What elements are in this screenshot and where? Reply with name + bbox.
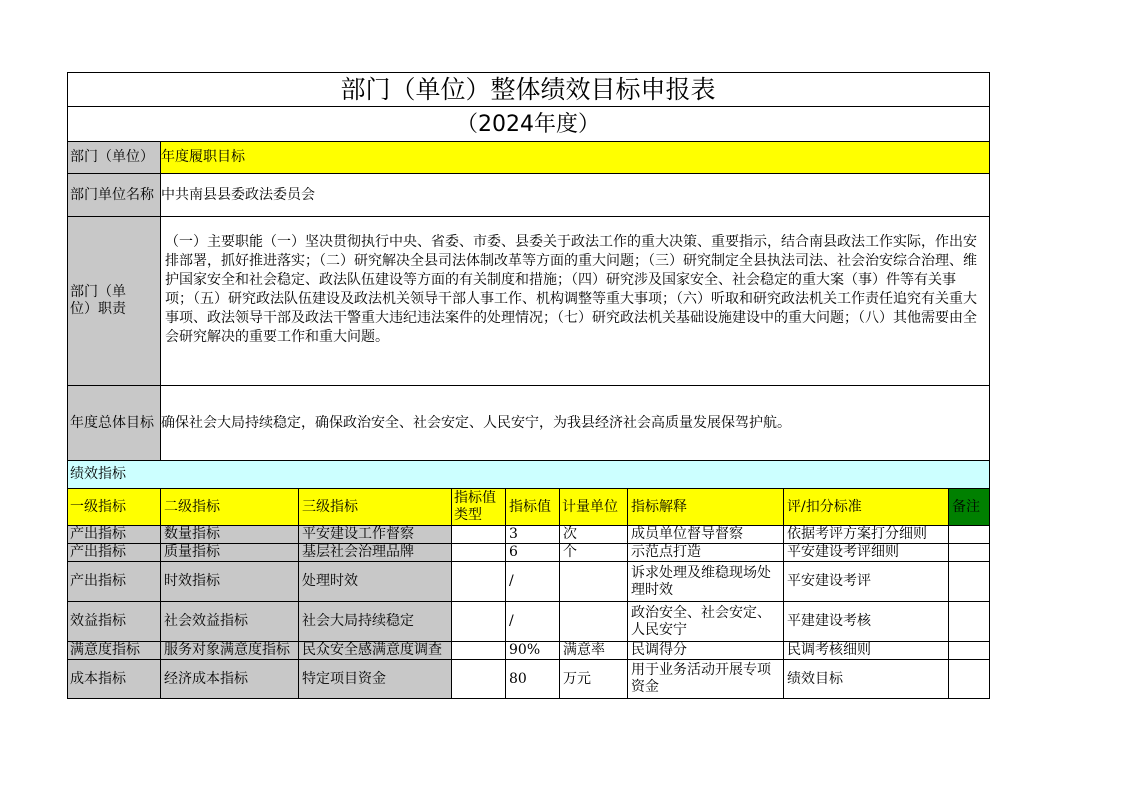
row3-value: / <box>506 562 560 602</box>
kpi-section-label: 绩效指标 <box>67 461 990 489</box>
row1-unit: 次 <box>560 526 628 544</box>
performance-target-sheet <box>67 72 990 699</box>
sheet-title: 部门（单位）整体绩效目标申报表 <box>67 72 990 107</box>
row1-level2: 数量指标 <box>161 526 299 544</box>
row2-remark <box>949 544 990 562</box>
dept-label: 部门（单位） <box>67 142 161 174</box>
row6-level1: 成本指标 <box>67 660 161 699</box>
row4-unit <box>560 602 628 642</box>
annual-goal-text: 确保社会大局持续稳定，确保政治安全、社会安定、人民安宁，为我县经济社会高质量发展保驾护航。 <box>161 386 990 461</box>
row5-value: 90% <box>506 642 560 660</box>
row5-scoring: 民调考核细则 <box>784 642 949 660</box>
row4-scoring: 平建建设考核 <box>784 602 949 642</box>
row2-level3: 基层社会治理品牌 <box>299 544 452 562</box>
row5-level1: 满意度指标 <box>67 642 161 660</box>
dept-value: 年度履职目标 <box>161 142 990 174</box>
row3-level2: 时效指标 <box>161 562 299 602</box>
row2-level1: 产出指标 <box>67 544 161 562</box>
row3-level3: 处理时效 <box>299 562 452 602</box>
header-value: 指标值 <box>506 489 560 526</box>
annual-goal-label: 年度总体目标 <box>67 386 161 461</box>
row1-explain: 成员单位督导督察 <box>628 526 784 544</box>
row1-level1: 产出指标 <box>67 526 161 544</box>
row6-unit: 万元 <box>560 660 628 699</box>
row6-type <box>452 660 506 699</box>
row2-scoring: 平安建设考评细则 <box>784 544 949 562</box>
row5-unit: 满意率 <box>560 642 628 660</box>
row1-type <box>452 526 506 544</box>
row4-type <box>452 602 506 642</box>
row5-remark <box>949 642 990 660</box>
unit-name-value: 中共南县县委政法委员会 <box>161 174 990 217</box>
header-level3: 三级指标 <box>299 489 452 526</box>
row1-level3: 平安建设工作督察 <box>299 526 452 544</box>
unit-name-label: 部门单位名称 <box>67 174 161 217</box>
row1-value: 3 <box>506 526 560 544</box>
row6-remark <box>949 660 990 699</box>
row3-explain: 诉求处理及维稳现场处理时效 <box>628 562 784 602</box>
row1-scoring: 依据考评方案打分细则 <box>784 526 949 544</box>
header-scoring: 评/扣分标准 <box>784 489 949 526</box>
row5-explain: 民调得分 <box>628 642 784 660</box>
row5-type <box>452 642 506 660</box>
row3-type <box>452 562 506 602</box>
header-unit: 计量单位 <box>560 489 628 526</box>
row5-level3: 民众安全感满意度调查 <box>299 642 452 660</box>
row5-level2: 服务对象满意度指标 <box>161 642 299 660</box>
header-level1: 一级指标 <box>67 489 161 526</box>
row2-level2: 质量指标 <box>161 544 299 562</box>
row6-explain: 用于业务活动开展专项资金 <box>628 660 784 699</box>
row6-level3: 特定项目资金 <box>299 660 452 699</box>
row4-explain: 政治安全、社会安定、人民安宁 <box>628 602 784 642</box>
row3-level1: 产出指标 <box>67 562 161 602</box>
row4-level1: 效益指标 <box>67 602 161 642</box>
row2-unit: 个 <box>560 544 628 562</box>
row2-explain: 示范点打造 <box>628 544 784 562</box>
header-level2: 二级指标 <box>161 489 299 526</box>
sheet-subtitle: （2024年度） <box>67 107 990 142</box>
row3-unit <box>560 562 628 602</box>
row2-type <box>452 544 506 562</box>
row6-value: 80 <box>506 660 560 699</box>
row3-remark <box>949 562 990 602</box>
row4-level3: 社会大局持续稳定 <box>299 602 452 642</box>
row4-remark <box>949 602 990 642</box>
row4-level2: 社会效益指标 <box>161 602 299 642</box>
row6-level2: 经济成本指标 <box>161 660 299 699</box>
row3-scoring: 平安建设考评 <box>784 562 949 602</box>
row1-remark <box>949 526 990 544</box>
duties-text: （一）主要职能（一）坚决贯彻执行中央、省委、市委、县委关于政法工作的重大决策、重要指示，结合南县政法工作实际，作出安排部署，抓好推进落实；（二）研究解决全县司法体制改革等方面的重大问题；（三）研究制定全县执法司法、社会治安综合治理、维护国家安全和社会稳定、政法队伍建设等方面的有关制度和措施；（四）研究涉及国家安全、社会稳定的重大案（事）件等有关事项；（五）研究政法队伍建设及政法机关领导干部人事工作、机构调整等重大事项；（六）听取和研究政法机关工作责任追究有关重大事项、政法领导干部及政法干警重大违纪违法案件的处理情况；（七）研究政法机关基础设施建设中的重大问题；（八）其他需要由全会研究解决的重要工作和重大问题。 <box>161 217 990 386</box>
row4-value: / <box>506 602 560 642</box>
header-explain: 指标解释 <box>628 489 784 526</box>
duties-label: 部门（单位）职责 <box>67 217 161 386</box>
row2-value: 6 <box>506 544 560 562</box>
header-value-type: 指标值类型 <box>452 489 506 526</box>
header-remark: 备注 <box>949 489 990 526</box>
row6-scoring: 绩效目标 <box>784 660 949 699</box>
